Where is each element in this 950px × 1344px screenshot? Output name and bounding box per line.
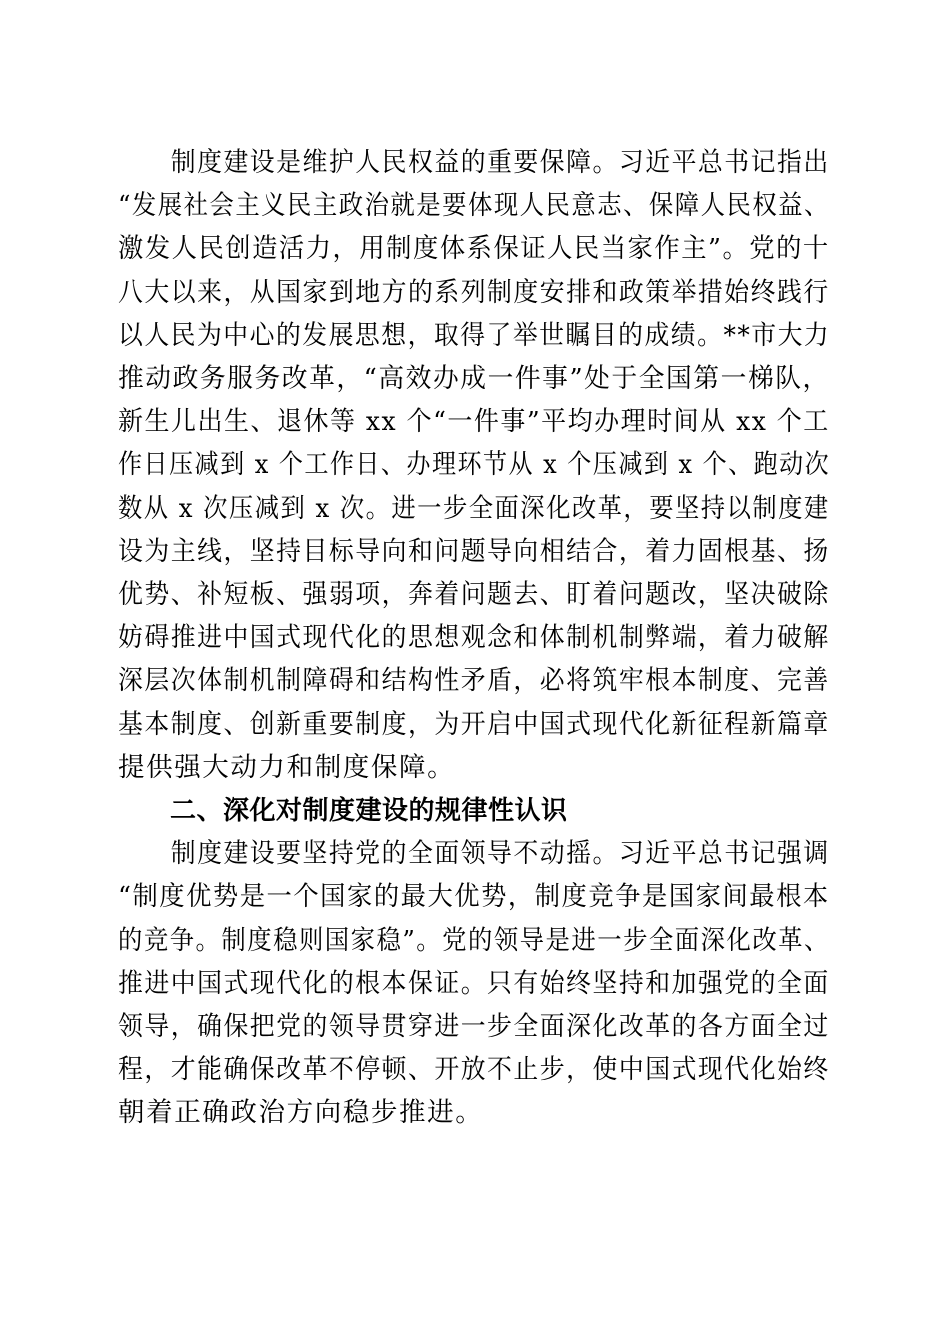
- paragraph-1-line: 八大以来，从国家到地方的系列制度安排和政策举措始终践行: [118, 276, 830, 308]
- paragraph-1-line: 设为主线，坚持目标导向和问题导向相结合，着力固根基、扬: [118, 535, 830, 567]
- paragraph-2-line: 推进中国式现代化的根本保证。只有始终坚持和加强党的全面: [118, 967, 830, 999]
- paragraph-1-line: 推动政务服务改革，“高效办成一件事”处于全国第一梯队，: [118, 363, 830, 394]
- paragraph-2-line: “制度优势是一个国家的最大优势，制度竞争是国家间最根本: [118, 881, 830, 913]
- paragraph-1-line: 制度建设是维护人民权益的重要保障。习近平总书记指出: [118, 147, 830, 178]
- section-heading: 二、深化对制度建设的规律性认识: [170, 796, 568, 826]
- paragraph-2-line: 领导，确保把党的领导贯穿进一步全面深化改革的各方面全过: [118, 1011, 830, 1042]
- paragraph-1-line: 提供强大动力和制度保障。: [118, 751, 456, 783]
- paragraph-1-line: “发展社会主义民主政治就是要体现人民意志、保障人民权益、: [118, 190, 830, 222]
- paragraph-1-line: 妨碍推进中国式现代化的思想观念和体制机制弊端，着力破解: [118, 622, 830, 654]
- paragraph-1-line: 新生儿出生、退休等 xx 个“一件事”平均办理时间从 xx 个工: [118, 406, 830, 438]
- paragraph-1-line: 优势、补短板、强弱项，奔着问题去、盯着问题改，坚决破除: [118, 579, 830, 610]
- paragraph-1-line: 以人民为中心的发展思想，取得了举世瞩目的成绩。**市大力: [118, 319, 831, 351]
- paragraph-1-line: 深层次体制机制障碍和结构性矛盾，必将筑牢根本制度、完善: [118, 665, 830, 697]
- paragraph-1-line: 基本制度、创新重要制度，为开启中国式现代化新征程新篇章: [118, 708, 830, 740]
- paragraph-1-line: 激发人民创造活力，用制度体系保证人民当家作主”。党的十: [118, 233, 830, 265]
- paragraph-1-line: 数从 x 次压减到 x 次。进一步全面深化改革，要坚持以制度建: [118, 492, 830, 524]
- paragraph-1-line: 作日压减到 x 个工作日、办理环节从 x 个压减到 x 个、跑动次: [118, 449, 831, 481]
- paragraph-2-line: 朝着正确政治方向稳步推进。: [118, 1097, 484, 1129]
- paragraph-2-line: 的竞争。制度稳则国家稳”。党的领导是进一步全面深化改革、: [118, 924, 830, 956]
- paragraph-2-line: 程，才能确保改革不停顿、开放不止步，使中国式现代化始终: [118, 1054, 830, 1086]
- paragraph-2-line: 制度建设要坚持党的全面领导不动摇。习近平总书记强调: [118, 838, 830, 870]
